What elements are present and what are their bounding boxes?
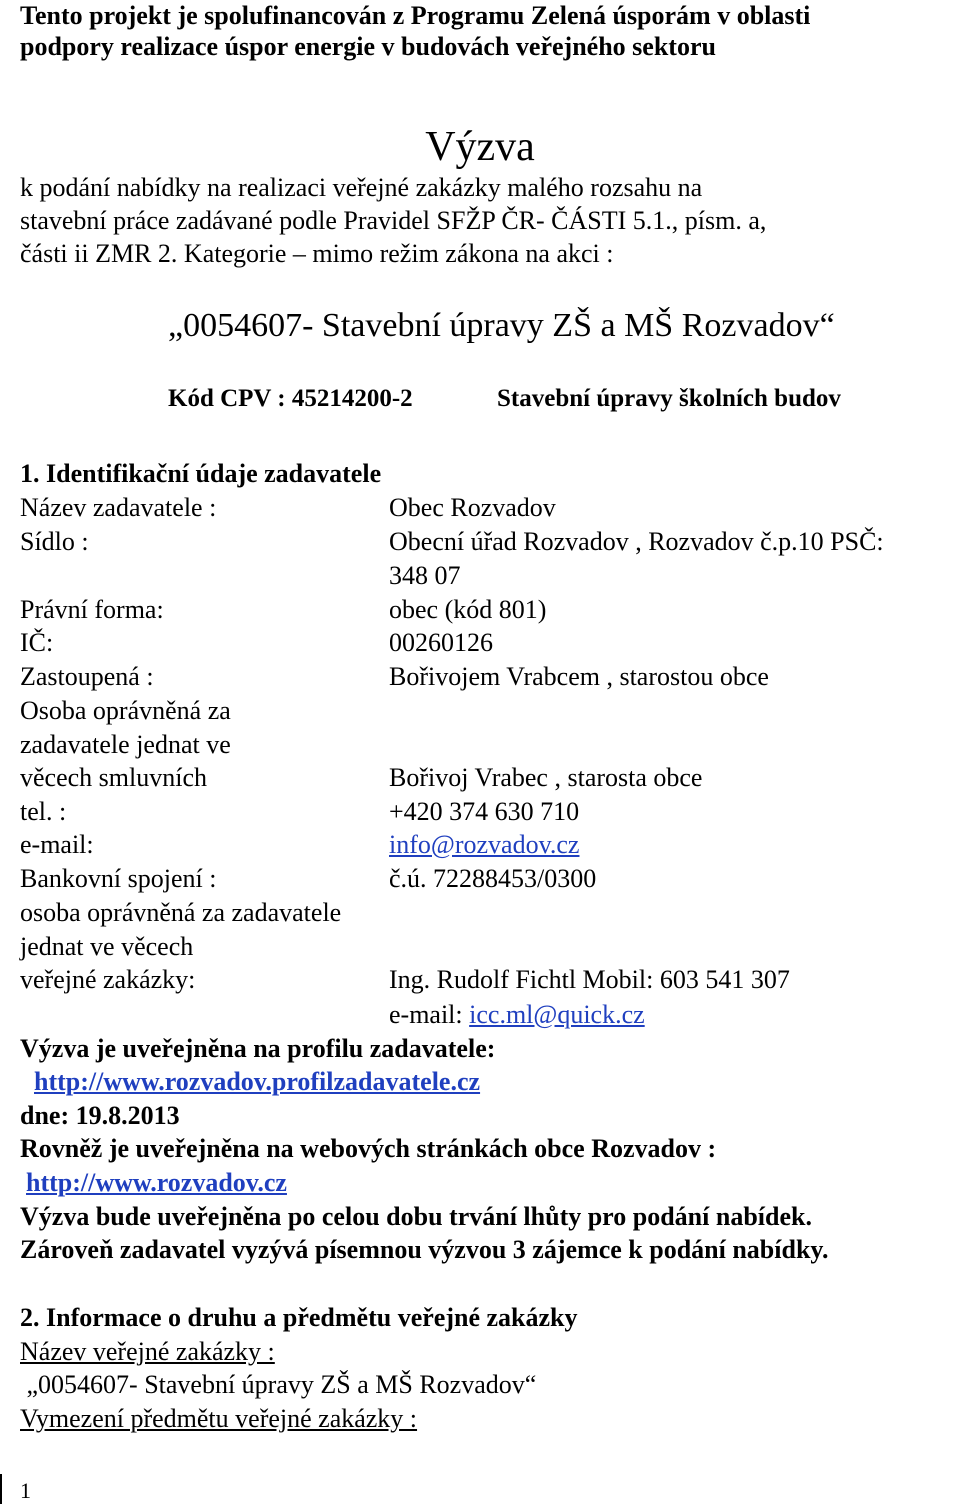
value-ic: 00260126 bbox=[389, 628, 493, 657]
footer-rule bbox=[0, 1474, 2, 1504]
label-zastoupena: Zastoupená : bbox=[20, 662, 154, 691]
value-zadavatel: Obec Rozvadov bbox=[389, 493, 556, 522]
label-osoba-vz-1: osoba oprávněná za zadavatele bbox=[20, 898, 342, 927]
contact-email-link[interactable]: icc.ml@quick.cz bbox=[469, 1000, 645, 1029]
cpv-code: Kód CPV : 45214200-2 bbox=[168, 385, 413, 412]
page-number: 1 bbox=[20, 1478, 31, 1503]
header-line-1: Tento projekt je spolufinancován z Programu Zelená úsporám v oblasti bbox=[20, 1, 811, 30]
document-title: Výzva bbox=[425, 124, 535, 170]
value-osoba-opravnena: Bořivoj Vrabec , starosta obce bbox=[389, 763, 703, 792]
label-ic: IČ: bbox=[20, 628, 54, 657]
contract-name-value: „0054607- Stavební úpravy ZŠ a MŠ Rozvadov“ bbox=[20, 1370, 537, 1399]
value-osoba-vz-email bbox=[389, 999, 645, 1031]
value-pravni-forma: obec (kód 801) bbox=[389, 595, 547, 624]
value-osoba-vz: Ing. Rudolf Fichtl Mobil: 603 541 307 bbox=[389, 965, 790, 994]
cpv-description: Stavební úpravy školních budov bbox=[497, 385, 841, 412]
contract-name-label: Název veřejné zakázky : bbox=[20, 1337, 275, 1366]
label-osoba-opravnena-1: Osoba oprávněná za bbox=[20, 696, 231, 725]
title-sub-1: k podání nabídky na realizaci veřejné zakázky malého rozsahu na bbox=[20, 173, 703, 202]
publication-note-1: Výzva bude uveřejněna po celou dobu trvání lhůty pro podání nabídek. bbox=[20, 1202, 812, 1231]
value-sidlo-psc: 348 07 bbox=[389, 561, 461, 590]
publication-note-2: Zároveň zadavatel vyzývá písemnou výzvou 3 zájemce k podání nabídky. bbox=[20, 1235, 829, 1264]
section-1-heading: 1. Identifikační údaje zadavatele bbox=[20, 459, 382, 488]
publication-date: dne: 19.8.2013 bbox=[20, 1101, 180, 1130]
web-url-link[interactable]: http://www.rozvadov.cz bbox=[26, 1168, 287, 1197]
label-pravni-forma: Právní forma: bbox=[20, 595, 164, 624]
profile-label: Výzva je uveřejněna na profilu zadavatele: bbox=[20, 1034, 496, 1063]
title-sub-2: stavební práce zadávané podle Pravidel SFŽP ČR- ČÁSTI 5.1., písm. a, bbox=[20, 206, 767, 235]
label-osoba-opravnena-3: věcech smluvních bbox=[20, 763, 207, 792]
label-email: e-mail: bbox=[20, 830, 94, 859]
label-sidlo: Sídlo : bbox=[20, 527, 89, 556]
web-label: Rovněž je uveřejněna na webových stránkách obce Rozvadov : bbox=[20, 1134, 717, 1163]
value-tel: +420 374 630 710 bbox=[389, 797, 580, 826]
label-osoba-vz-2: jednat ve věcech bbox=[20, 932, 194, 961]
label-tel: tel. : bbox=[20, 797, 67, 826]
label-bankovni-spojeni: Bankovní spojení : bbox=[20, 864, 217, 893]
header-line-2: podpory realizace úspor energie v budovách veřejného sektoru bbox=[20, 32, 716, 61]
project-name: „0054607- Stavební úpravy ZŠ a MŠ Rozvadov“ bbox=[168, 307, 835, 344]
profile-url-link[interactable]: http://www.rozvadov.profilzadavatele.cz bbox=[34, 1067, 481, 1096]
value-bankovni-spojeni: č.ú. 72288453/0300 bbox=[389, 864, 597, 893]
value-sidlo: Obecní úřad Rozvadov , Rozvadov č.p.10 PSČ: bbox=[389, 527, 884, 556]
contract-scope-label: Vymezení předmětu veřejné zakázky : bbox=[20, 1404, 418, 1433]
label-osoba-opravnena-2: zadavatele jednat ve bbox=[20, 730, 231, 759]
label-zadavatel: Název zadavatele : bbox=[20, 493, 217, 522]
label-osoba-vz-3: veřejné zakázky: bbox=[20, 965, 196, 994]
email-prefix: e-mail: bbox=[389, 1000, 470, 1029]
value-zastoupena: Bořivojem Vrabcem , starostou obce bbox=[389, 662, 769, 691]
section-2-heading: 2. Informace o druhu a předmětu veřejné zakázky bbox=[20, 1303, 578, 1332]
title-sub-3: části ii ZMR 2. Kategorie – mimo režim zákona na akci : bbox=[20, 239, 614, 268]
email-link[interactable]: info@rozvadov.cz bbox=[389, 830, 580, 859]
